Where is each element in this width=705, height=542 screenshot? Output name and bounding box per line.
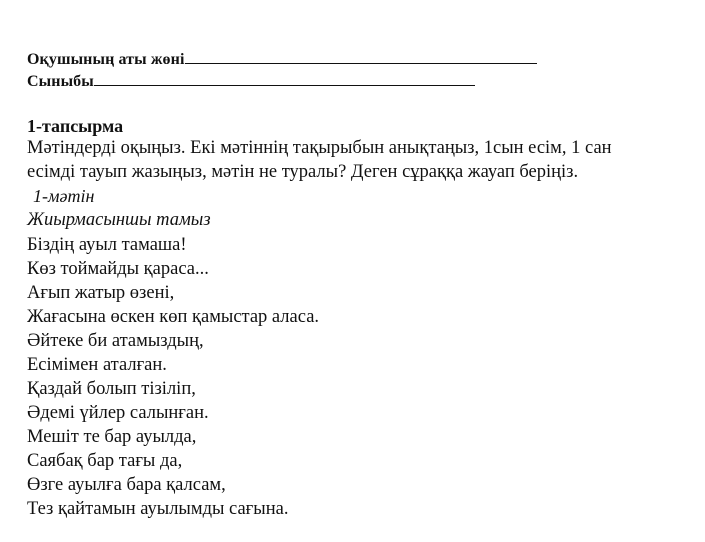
class-blank-line	[94, 71, 475, 86]
poem-line: Мешіт те бар ауылда,	[27, 427, 197, 447]
task-instructions	[27, 136, 687, 184]
student-name-label: Оқушының аты жөні	[27, 51, 185, 68]
poem-line: Қаздай болып тізіліп,	[27, 379, 196, 399]
class-field	[27, 71, 475, 92]
class-label: Сыныбы	[27, 73, 94, 90]
poem-line: Тез қайтамын ауылымды сағына.	[27, 499, 289, 519]
student-name-blank-line	[185, 49, 537, 64]
poem-line: Көз тоймайды қараса...	[27, 259, 209, 279]
instruction-line: есімді тауып жазыңыз, мәтін не туралы? Деген сұраққа жауап беріңіз.	[27, 162, 579, 182]
poem-line: Біздің ауыл тамаша!	[27, 235, 187, 255]
poem-line: Есімімен аталған.	[27, 355, 167, 375]
task-title: 1-тапсырма	[27, 116, 124, 136]
poem-line: Жағасына өскен көп қамыстар аласа.	[27, 307, 320, 327]
poem-line: Әдемі үйлер салынған.	[27, 403, 209, 423]
text-number-label: 1-мәтін	[33, 186, 95, 206]
poem-line: Өзге ауылға бара қалсам,	[27, 475, 226, 495]
poem-line: Әйтеке би атамыздың,	[27, 331, 204, 351]
poem-line: Саябақ бар тағы да,	[27, 451, 183, 471]
poem-lines	[27, 233, 319, 521]
student-name-field	[27, 49, 537, 70]
poem-title: Жиырмасыншы тамыз	[27, 210, 211, 230]
poem-line: Ағып жатыр өзені,	[27, 283, 175, 303]
instruction-line: Мәтіндерді оқыңыз. Екі мәтіннің тақырыбын анықтаңыз, 1сын есім, 1 сан	[27, 138, 612, 158]
